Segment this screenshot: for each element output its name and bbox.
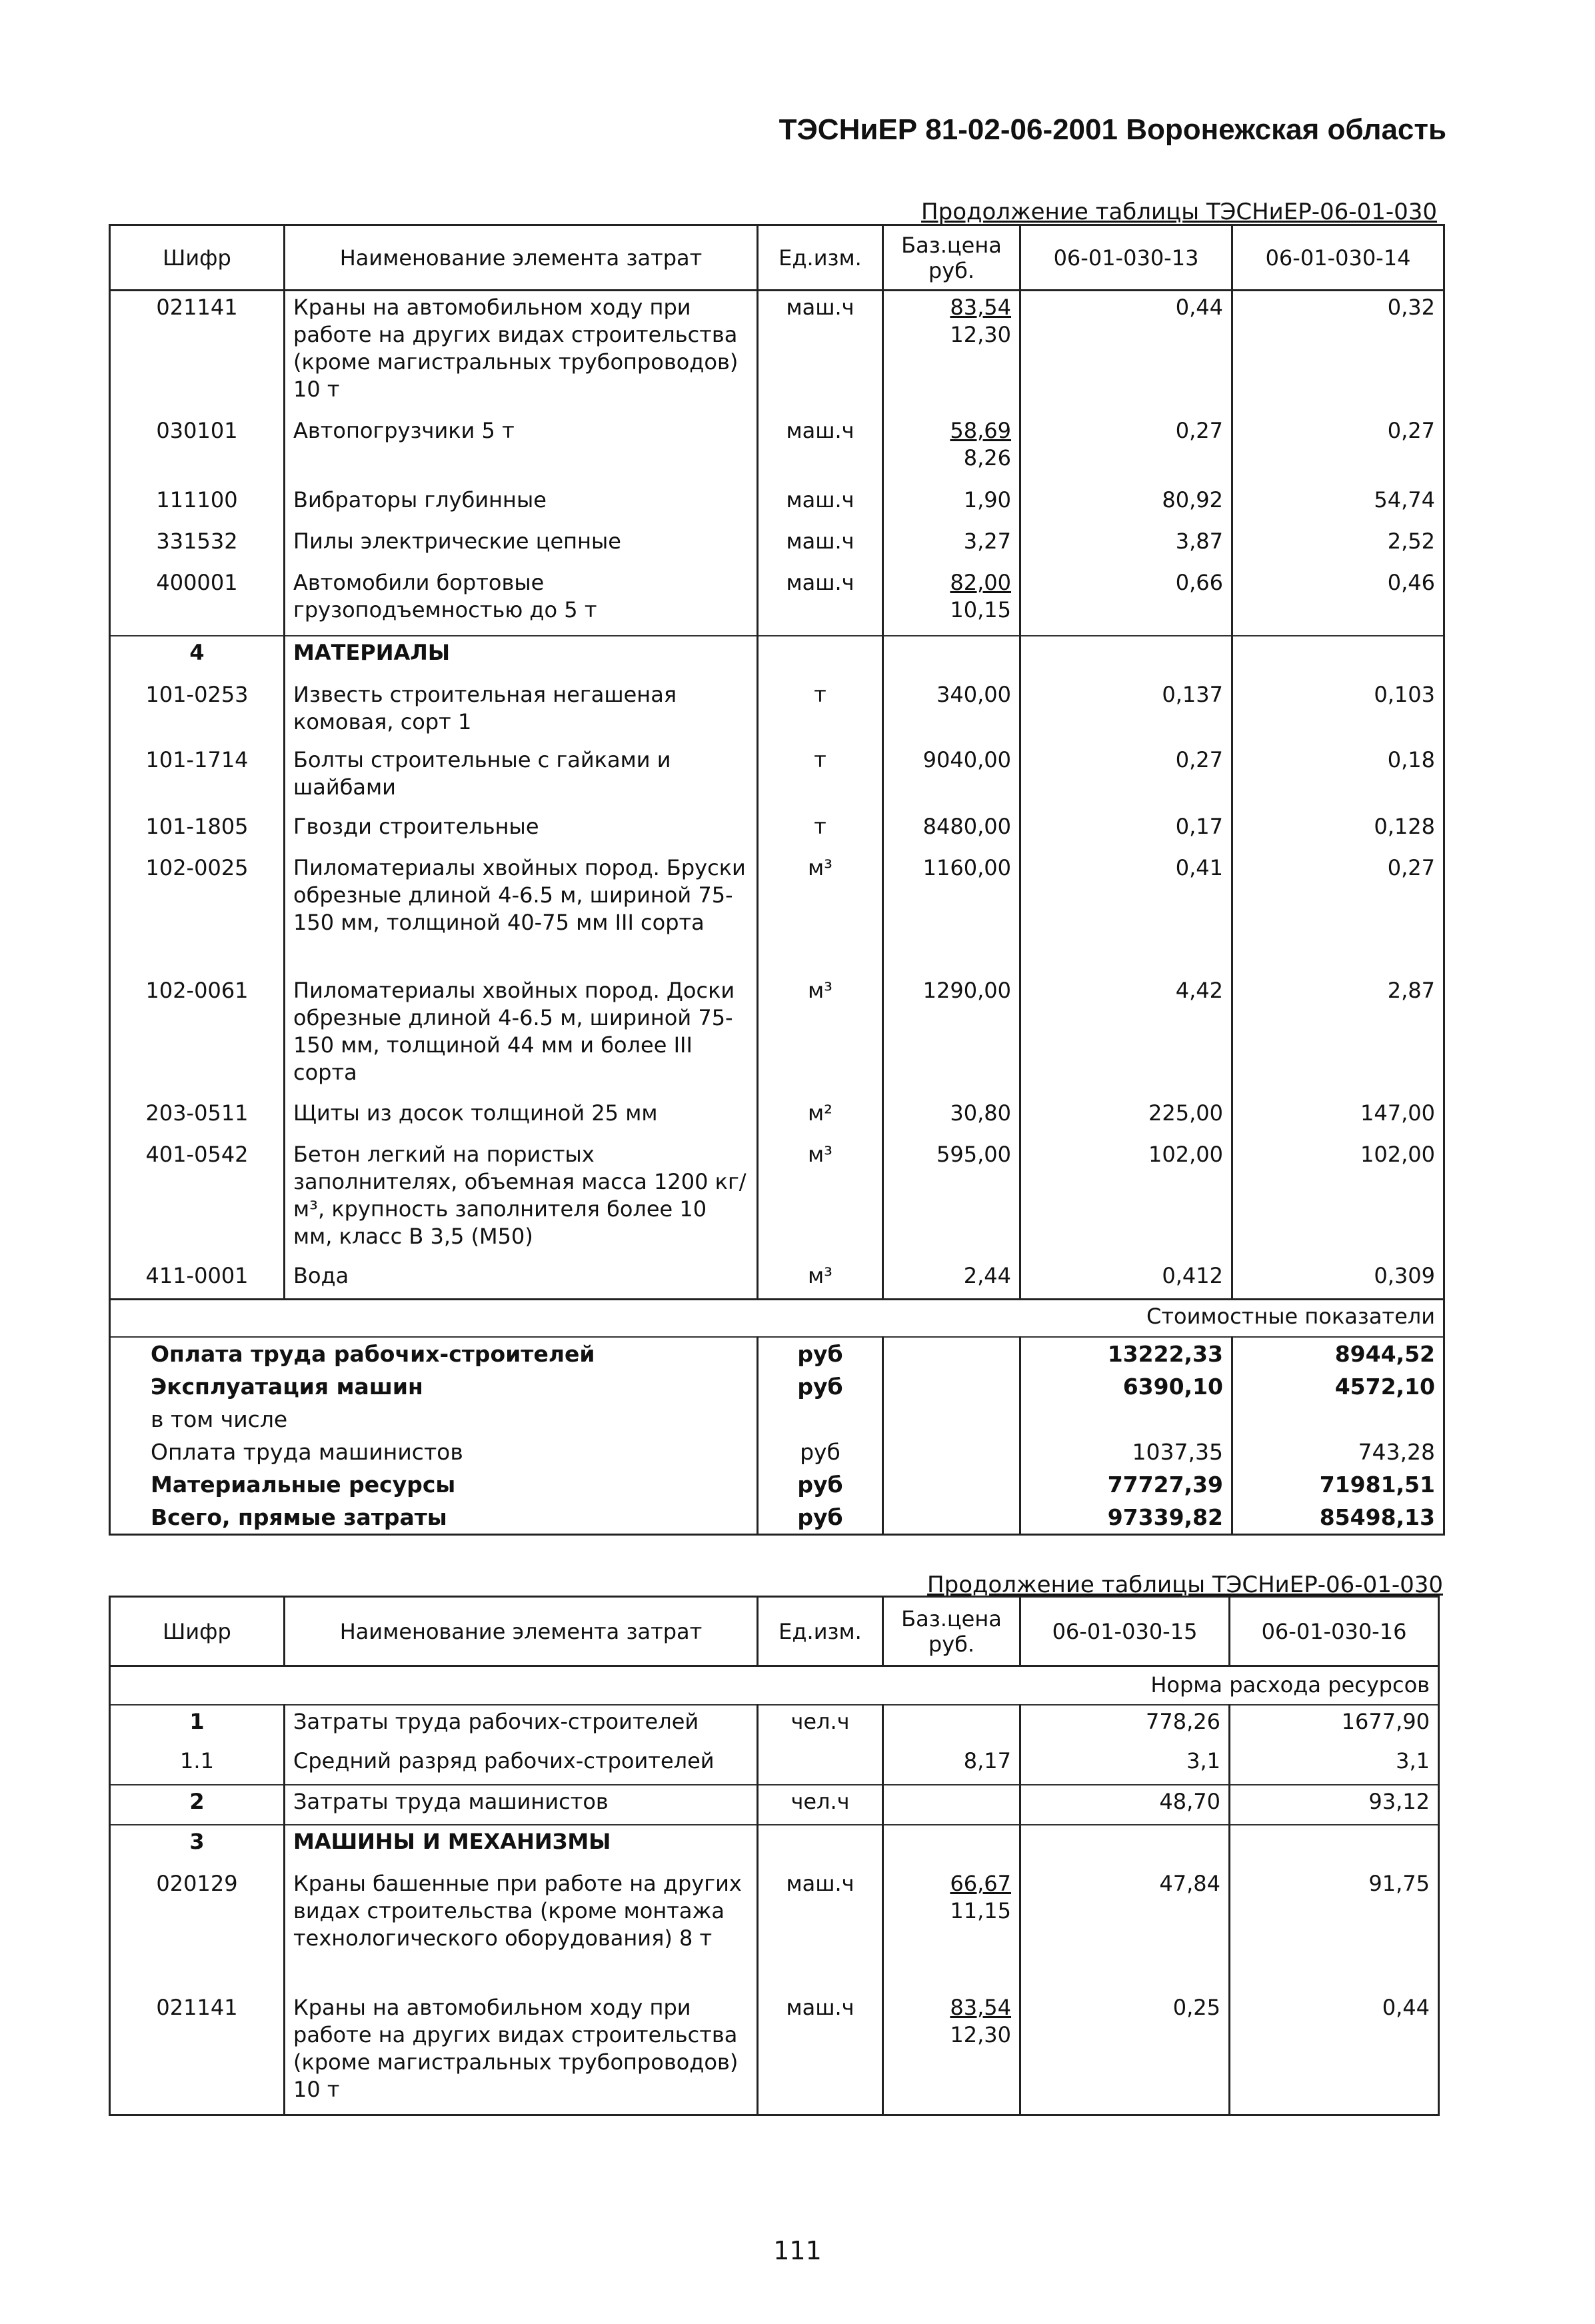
table1-caption: Продолжение таблицы ТЭСНиЕР-06-01-030: [921, 199, 1437, 225]
table2-caption: Продолжение таблицы ТЭСНиЕР-06-01-030: [927, 1572, 1443, 1598]
table-row: 411-0001 Вода м³ 2,44 0,412 0,309: [110, 1260, 1444, 1300]
table-row: 101-1805 Гвозди строительные т 8480,00 0,17 0,128: [110, 810, 1444, 852]
table-row: 021141 Краны на автомобильном ходу при работе на других видах строительства (кроме магистральных трубопроводов) 10 т маш.ч 83,54 12,30 0,25 0,44: [110, 1991, 1439, 2115]
col-header-code: Шифр: [110, 1597, 285, 1666]
table-row: 1.1 Средний разряд рабочих-строителей 8,17 3,1 3,1: [110, 1745, 1439, 1785]
total-row: Всего, прямые затраты руб 97339,82 85498,13: [110, 1501, 1444, 1535]
table-row: 331532 Пилы электрические цепные маш.ч 3,27 3,87 2,52: [110, 525, 1444, 567]
col-header-unit: Ед.изм.: [758, 225, 883, 291]
table-row: 1 Затраты труда рабочих-строителей чел.ч 778,26 1677,90: [110, 1705, 1439, 1745]
col-header-16: 06-01-030-16: [1230, 1597, 1439, 1666]
table-row: 021141 Краны на автомобильном ходу при работе на других видах строительства (кроме магистральных трубопроводов) 10 т маш.ч 83,54 12,30 0,44 0,32: [110, 291, 1444, 415]
col-header-price: Баз.цена руб.: [883, 225, 1020, 291]
col-header-name: Наименование элемента затрат: [285, 1597, 758, 1666]
table-row: 101-1714 Болты строительные с гайками и шайбами т 9040,00 0,27 0,18: [110, 744, 1444, 810]
table-row: 030101 Автопогрузчики 5 т маш.ч 58,69 8,26 0,27 0,27: [110, 415, 1444, 484]
table-row: 102-0025 Пиломатериалы хвойных пород. Бруски обрезные длиной 4-6.5 м, шириной 75-150 мм, толщиной 40-75 мм III сорта м³ 1160,00 0,41 0,27: [110, 852, 1444, 974]
document-header: ТЭСНиЕР 81-02-06-2001 Воронежская область: [779, 113, 1446, 146]
total-row: Оплата труда машинистов руб 1037,35 743,28: [110, 1436, 1444, 1468]
col-header-15: 06-01-030-15: [1020, 1597, 1230, 1666]
table-row: 020129 Краны башенные при работе на других видах строительства (кроме монтажа технологического оборудования) 8 т маш.ч 66,67 11,15 47,84 91,75: [110, 1867, 1439, 1991]
table-row: 2 Затраты труда машинистов чел.ч 48,70 93,12: [110, 1785, 1439, 1825]
col-header-price: Баз.цена руб.: [883, 1597, 1020, 1666]
table-row: 101-0253 Известь строительная негашеная комовая, сорт 1 т 340,00 0,137 0,103: [110, 678, 1444, 744]
total-row: Эксплуатация машин руб 6390,10 4572,10: [110, 1370, 1444, 1403]
table2: [109, 1596, 1440, 2116]
table-row: 203-0511 Щиты из досок толщиной 25 мм м² 30,80 225,00 147,00: [110, 1097, 1444, 1138]
table-row: 401-0542 Бетон легкий на пористых заполнителях, объемная масса 1200 кг/м³, крупность заполнителя более 10 мм, класс В 3,5 (М50) м³ 595,00 102,00 102,00: [110, 1138, 1444, 1260]
table1: [109, 224, 1445, 1536]
col-header-code: Шифр: [110, 225, 285, 291]
table-row: 400001 Автомобили бортовые грузоподъемностью до 5 т маш.ч 82,00 10,15 0,66 0,46: [110, 567, 1444, 636]
page-number: 111: [773, 2236, 822, 2265]
section-row: 4 МАТЕРИАЛЫ: [110, 636, 1444, 678]
total-row: Материальные ресурсы руб 77727,39 71981,51: [110, 1468, 1444, 1501]
total-row: Оплата труда рабочих-строителей руб 13222,33 8944,52: [110, 1337, 1444, 1370]
total-row: в том числе: [110, 1403, 1444, 1436]
table-row: 111100 Вибраторы глубинные маш.ч 1,90 80,92 54,74: [110, 484, 1444, 525]
col-header-13: 06-01-030-13: [1020, 225, 1232, 291]
col-header-14: 06-01-030-14: [1232, 225, 1444, 291]
section-row: 3 МАШИНЫ И МЕХАНИЗМЫ: [110, 1825, 1439, 1867]
cost-indicators-row: Стоимостные показатели: [110, 1300, 1444, 1337]
norm-row: Норма расхода ресурсов: [110, 1666, 1439, 1705]
table-row: 102-0061 Пиломатериалы хвойных пород. Доски обрезные длиной 4-6.5 м, шириной 75-150 мм, толщиной 44 мм и более III сорта м³ 1290,00 4,42 2,87: [110, 974, 1444, 1097]
col-header-unit: Ед.изм.: [758, 1597, 883, 1666]
col-header-name: Наименование элемента затрат: [285, 225, 758, 291]
